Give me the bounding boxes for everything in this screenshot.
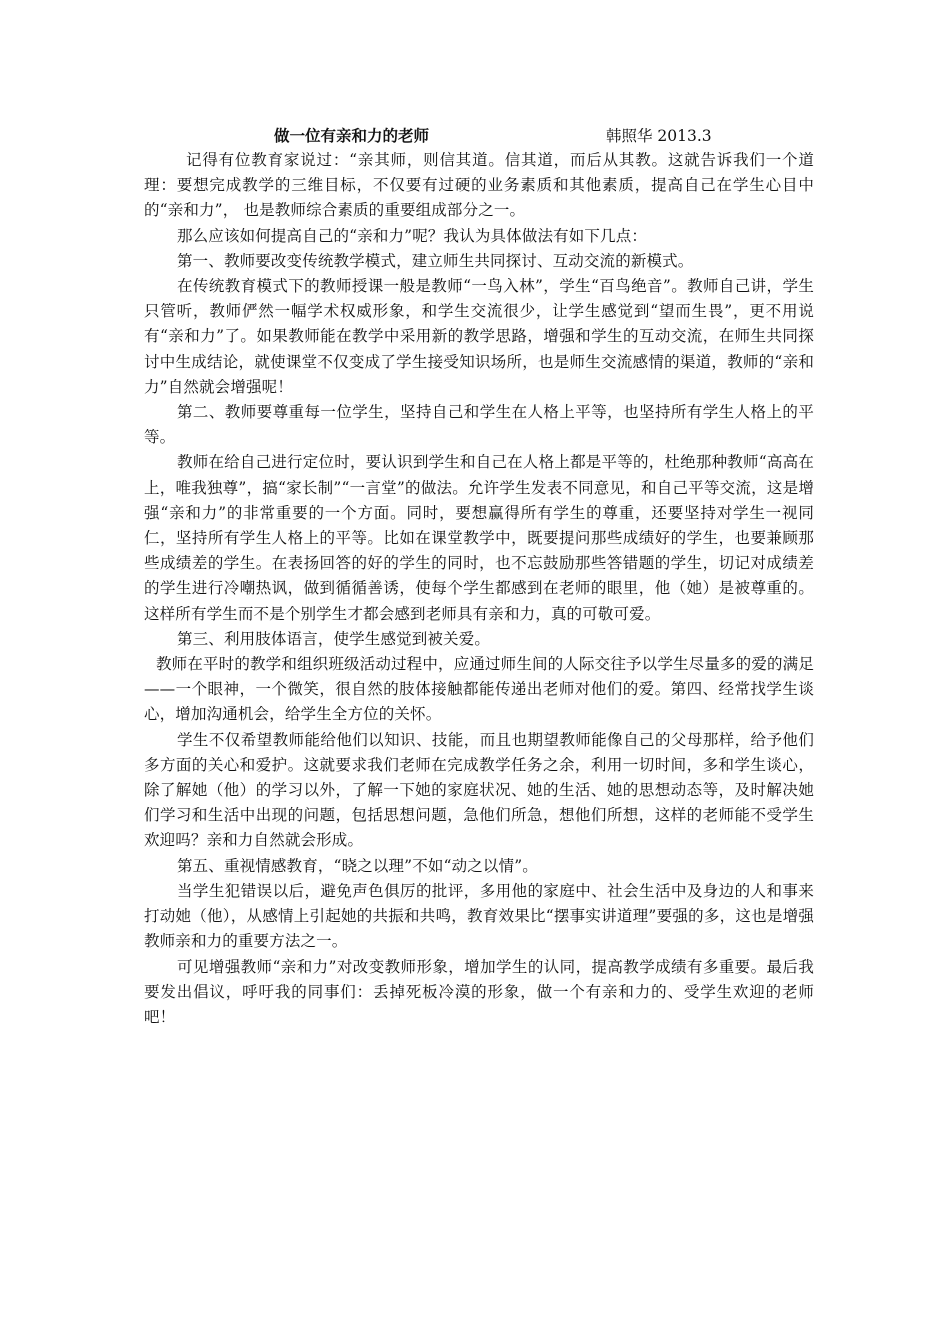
paragraph-intro: 记得有位教育家说过：“亲其师，则信其道。信其道，而后从其教。这就告诉我们一个道理：要想完成教学的三维目标，不仅要有过硬的业务素质和其他素质，提高自己在学生心目中的“亲和力”， 也是教师综合素质的重要组成部分之一。	[144, 151, 814, 220]
title-line	[0, 124, 950, 148]
document-title: 做一位有亲和力的老师	[274, 126, 430, 145]
paragraph-point-3-heading: 第三、利用肢体语言，使学生感觉到被关爱。	[177, 629, 491, 648]
paragraph-point-3-body: 教师在平时的教学和组织班级活动过程中，应通过师生间的人际交往予以学生尽量多的爱的满足——一个眼神，一个微笑，很自然的肢体接触都能传递出老师对他们的爱。第四、经常找学生谈心，增加沟通机会，给学生全方位的关怀。	[144, 655, 814, 724]
paragraph-question: 那么应该如何提高自己的“亲和力”呢？我认为具体做法有如下几点：	[177, 226, 648, 245]
paragraph-point-2-body: 教师在给自己进行定位时，要认识到学生和自己在人格上都是平等的，杜绝那种教师“高高在上，唯我独尊”，搞“家长制”“一言堂”的做法。允许学生发表不同意见，和自己平等交流，这是增强“亲和力”的非常重要的一个方面。同时，要想赢得所有学生的尊重，还要坚持对学生一视同仁，坚持所有学生人格上的平等。比如在课堂教学中，既要提问那些成绩好的学生，也要兼顾那些成绩差的学生。在表扬回答的好的学生的同时，也不忘鼓励那些答错题的学生，切记对成绩差的学生进行冷嘲热讽，做到循循善诱，使每个学生都感到在老师的眼里，他（她）是被尊重的。这样所有学生而不是个别学生才都会感到老师具有亲和力，真的可敬可爱。	[144, 453, 814, 623]
paragraph-conclusion: 可见增强教师“亲和力”对改变教师形象，增加学生的认同，提高教学成绩有多重要。最后我要发出倡议，呼吁我的同事们：丢掉死板冷漠的形象，做一个有亲和力的、受学生欢迎的老师吧！	[144, 957, 814, 1026]
paragraph-point-4-body: 学生不仅希望教师能给他们以知识、技能，而且也期望教师能像自己的父母那样，给予他们多方面的关心和爱护。这就要求我们老师在完成教学任务之余，利用一切时间，多和学生谈心，除了解她（他）的学习以外，了解一下她的家庭状况、她的生活、她的思想动态等，及时解决她们学习和生活中出现的问题，包括思想问题，急他们所急，想他们所想，这样的老师能不受学生欢迎吗？亲和力自然就会形成。	[144, 730, 814, 850]
paragraph-point-5-heading: 第五、重视情感教育，“晓之以理”不如“动之以情”。	[177, 856, 538, 875]
paragraph-point-5-body: 当学生犯错误以后，避免声色俱厉的批评，多用他的家庭中、社会生活中及身边的人和事来打动她（他），从感情上引起她的共振和共鸣，教育效果比“摆事实讲道理”要强的多，这也是增强教师亲和力的重要方法之一。	[144, 881, 814, 951]
paragraph-point-2-heading: 第二、教师要尊重每一位学生，坚持自己和学生在人格上平等，也坚持所有学生人格上的平等。	[144, 403, 814, 447]
document-body	[144, 148, 814, 1030]
paragraph-point-1-heading: 第一、教师要改变传统教学模式，建立师生共同探讨、互动交流的新模式。	[177, 251, 694, 270]
paragraph-point-1-body: 在传统教育模式下的教师授课一般是教师“一鸟入林”，学生“百鸟绝音”。教师自己讲，学生只管听，教师俨然一幅学术权威形象，和学生交流很少，让学生感觉到“望而生畏”，更不用说有“亲和力”了。如果教师能在教学中采用新的教学思路，增强和学生的互动交流，在师生共同探讨中生成结论，就使课堂不仅变成了学生接受知识场所，也是师生交流感情的渠道，教师的“亲和力”自然就会增强呢！	[144, 277, 814, 396]
author-date: 韩照华 2013.3	[606, 127, 712, 145]
